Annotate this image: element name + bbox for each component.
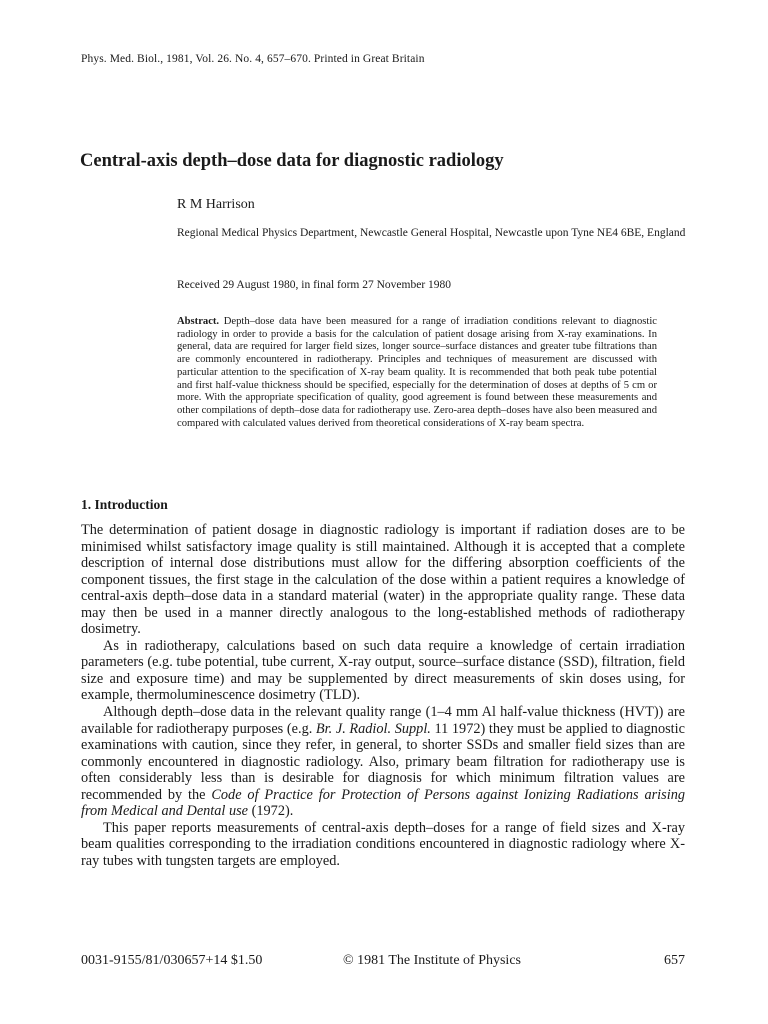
page-number: 657: [664, 953, 685, 968]
section-heading: 1. Introduction: [81, 497, 168, 512]
author-name: R M Harrison: [177, 197, 255, 212]
abstract-label: Abstract.: [177, 316, 220, 327]
section-body: [81, 522, 685, 869]
code-of-practice-reference: Code of Practice for Protection of Persons against Ionizing Radiations arising from Medical and Dental use: [81, 786, 685, 820]
journal-reference: Br. J. Radiol. Suppl.: [315, 720, 431, 737]
paragraph: As in radiotherapy, calculations based on such data require a knowledge of certain irradiation parameters (e.g. tube potential, tube current, X-ray output, source–surface distance (SSD), filtration, field size and exposure time) and may be supplemented by direct measurements of skin doses using, for example, thermoluminescence dosimetry (TLD).: [81, 637, 685, 704]
journal-citation: Phys. Med. Biol., 1981, Vol. 26. No. 4, 657–670. Printed in Great Britain: [81, 53, 425, 65]
author-affiliation: Regional Medical Physics Department, Newcastle General Hospital, Newcastle upon Tyne NE4 6BE, England: [177, 227, 686, 239]
issn-code: 0031-9155/81/030657+14 $1.50: [81, 953, 263, 968]
paragraph-text: Although depth–dose data in the relevant quality range (1–4 mm Al half-value thickness (HVT)) are available for radiotherapy purposes (e.g.: [81, 704, 685, 737]
paragraph: The determination of patient dosage in diagnostic radiology is important if radiation doses are to be minimised whilst satisfactory image quality is still maintained. Although it is accepted that a complete description of internal dose distributions must allow for the differing absorption coefficients of the component tissues, the first stage in the calculation of the dose within a patient requires a knowledge of central-axis depth–dose data in a standard material (water) in the appropriate quality range. These data may then be used in a manner directly analogous to the long-established methods of radiotherapy dosimetry.: [81, 522, 685, 638]
copyright-notice: © 1981 The Institute of Physics: [343, 953, 521, 968]
paragraph: This paper reports measurements of central-axis depth–doses for a range of field sizes and X-ray beam qualities corresponding to the irradiation conditions encountered in diagnostic radiology where X-ray tubes with tungsten targets are employed.: [81, 819, 685, 869]
paragraph: [81, 704, 685, 820]
abstract-text: Depth–dose data have been measured for a range of irradiation conditions relevant to diagnostic radiology in order to provide a basis for the calculation of patient dosage arising from X-ray examinations. In general, data are required for larger field sizes, longer source–surface distances and greater tube filtrations than are commonly encountered in radiotherapy. Principles and techniques of measurement are discussed with particular attention to the specification of X-ray beam quality. It is recommended that both peak tube potential and first half-value thickness should be specified, especially for the determination of doses at depths of 5 cm or more. With the appropriate specification of quality, good agreement is found between these measurements and other compilations of depth–dose data for radiotherapy use. Zero-area depth–doses have also been measured and compared with calculated values derived from theoretical considerations of X-ray beam spectra.: [177, 316, 657, 429]
received-dates: Received 29 August 1980, in final form 27 November 1980: [177, 279, 452, 291]
paragraph-text: 11 1972) they must be applied to diagnostic examinations with caution, since they refer, in general, to shorter SSDs and smaller field sizes than are commonly encountered in diagnostic radiology. Also, primary beam filtration for radiotherapy use is often considerably less than is desirable for diagnosis for which minimum filtration values are recommended by the: [81, 720, 685, 803]
article-title: Central-axis depth–dose data for diagnostic radiology: [80, 151, 504, 171]
abstract: [177, 316, 657, 430]
paragraph-text: (1972).: [248, 803, 294, 820]
